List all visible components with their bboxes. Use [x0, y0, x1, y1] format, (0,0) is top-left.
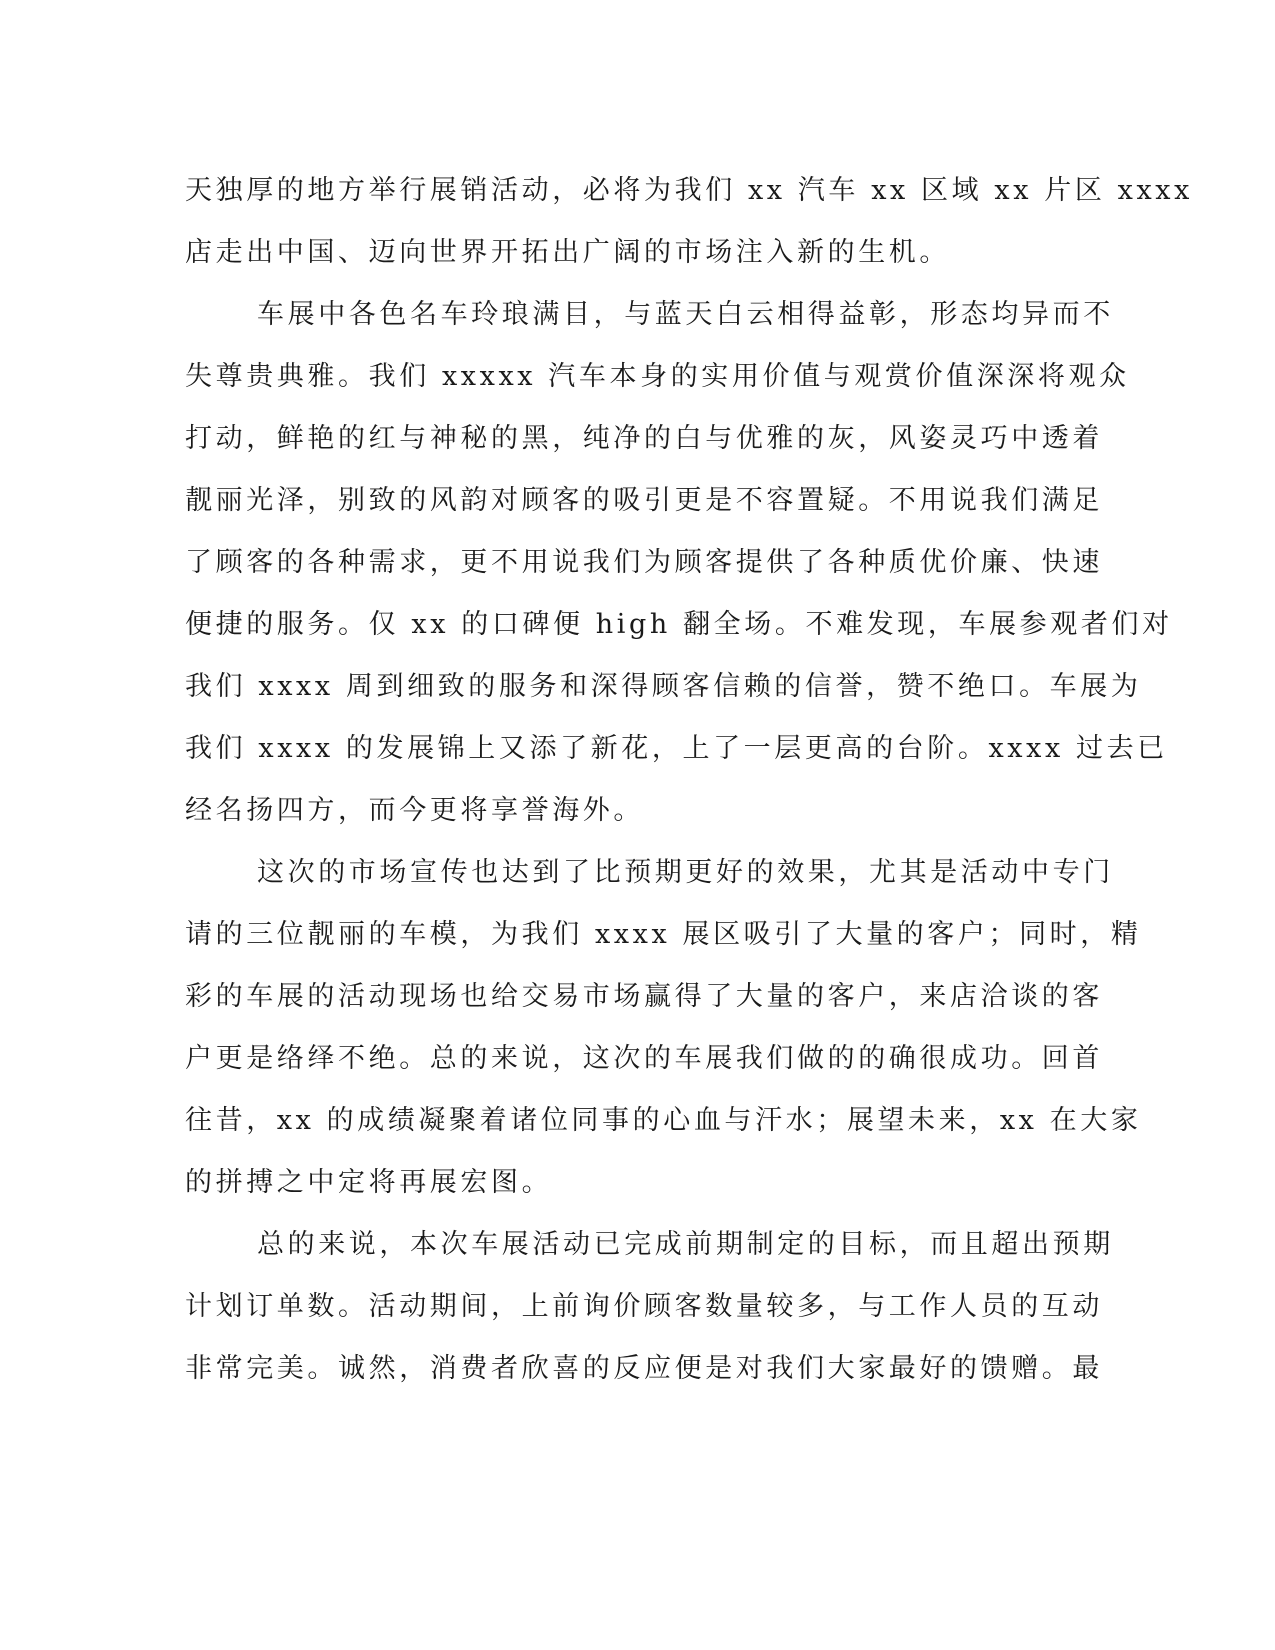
text-line: 我们 xxxx 周到细致的服务和深得顾客信赖的信誉，赞不绝口。车展为: [185, 671, 1142, 702]
text-line: 店走出中国、迈向世界开拓出广阔的市场注入新的生机。: [185, 237, 950, 268]
paragraph-4: [185, 1214, 1114, 1400]
text-line: 非常完美。诚然，消费者欣喜的反应便是对我们大家最好的馈赠。最: [185, 1353, 1103, 1384]
text-line: 彩的车展的活动现场也给交易市场赢得了大量的客户，来店洽谈的客: [185, 981, 1103, 1012]
text-line: 靓丽光泽，别致的风韵对顾客的吸引更是不容置疑。不用说我们满足: [185, 485, 1103, 516]
text-line: 户更是络绎不绝。总的来说，这次的车展我们做的的确很成功。回首: [185, 1043, 1103, 1074]
text-line: 总的来说，本次车展活动已完成前期制定的目标，而且超出预期: [257, 1229, 1114, 1260]
text-line: 经名扬四方，而今更将享誉海外。: [185, 795, 644, 826]
paragraph-2: [185, 284, 1173, 842]
paragraph-3: [185, 842, 1142, 1214]
paragraph-1: [185, 160, 1193, 284]
text-line: 打动，鲜艳的红与神秘的黑，纯净的白与优雅的灰，风姿灵巧中透着: [185, 423, 1103, 454]
text-line: 我们 xxxx 的发展锦上又添了新花，上了一层更高的台阶。xxxx 过去已: [185, 733, 1168, 764]
text-line: 这次的市场宣传也达到了比预期更好的效果，尤其是活动中专门: [257, 857, 1114, 888]
text-line: 便捷的服务。仅 xx 的口碑便 high 翻全场。不难发现，车展参观者们对: [185, 609, 1173, 640]
text-line: 的拼搏之中定将再展宏图。: [185, 1167, 553, 1198]
text-line: 了顾客的各种需求，更不用说我们为顾客提供了各种质优价廉、快速: [185, 547, 1103, 578]
text-line: 车展中各色名车玲琅满目，与蓝天白云相得益彰，形态均异而不: [257, 299, 1114, 330]
text-line: 失尊贵典雅。我们 xxxxx 汽车本身的实用价值与观赏价值深深将观众: [185, 361, 1130, 392]
body-text: [185, 160, 1193, 1400]
text-line: 天独厚的地方举行展销活动，必将为我们 xx 汽车 xx 区域 xx 片区 xxxx: [185, 175, 1193, 206]
text-line: 往昔，xx 的成绩凝聚着诸位同事的心血与汗水；展望未来，xx 在大家: [185, 1105, 1142, 1136]
text-line: 计划订单数。活动期间，上前询价顾客数量较多，与工作人员的互动: [185, 1291, 1103, 1322]
text-line: 请的三位靓丽的车模，为我们 xxxx 展区吸引了大量的客户；同时，精: [185, 919, 1142, 950]
